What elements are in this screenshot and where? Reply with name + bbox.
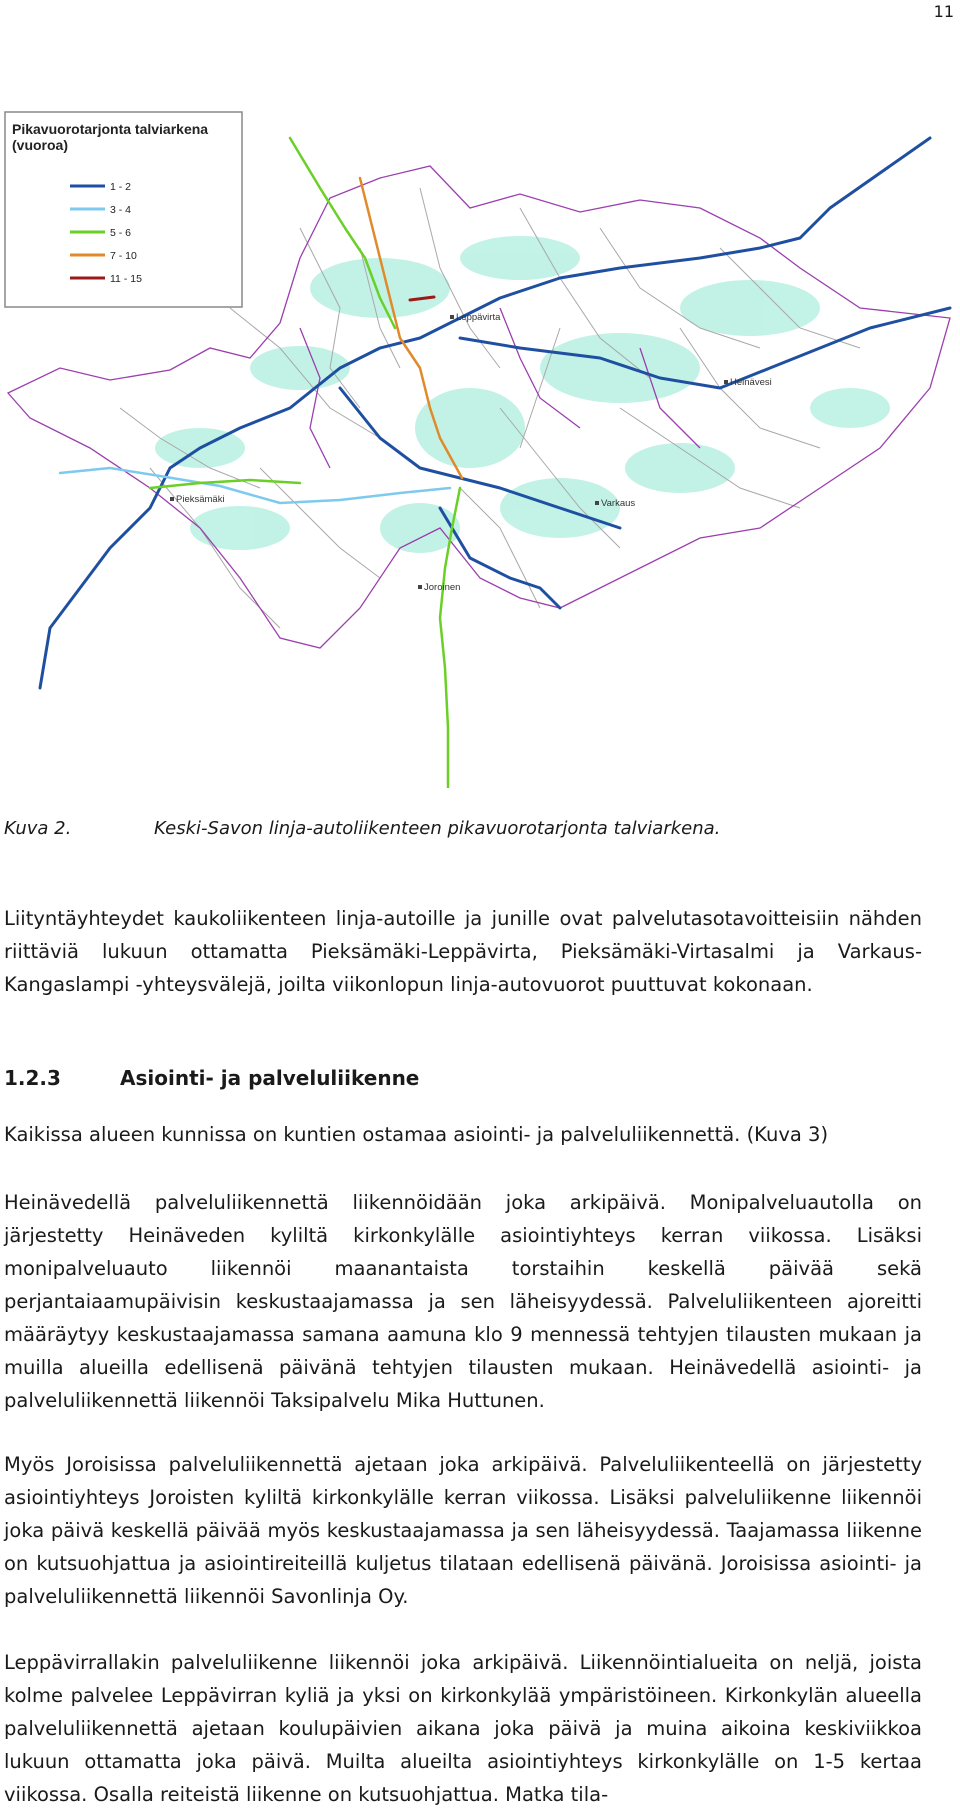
legend-label-7-10: 7 - 10 [110,250,137,262]
legend-title-line1: Pikavuorotarjonta talviarkena [12,121,209,137]
place-label-joroinen: Joroinen [424,582,461,593]
page-number: 11 [933,2,954,21]
section-number: 1.2.3 [4,1066,61,1090]
legend-label-11-15: 11 - 15 [110,273,142,285]
section-heading [4,1066,419,1090]
paragraph-3: Heinävedellä palveluliikennettä liikennöidään joka arkipäivä. Monipalveluautolla on järjestetty Heinäveden kyliltä kirkonkylälle asiointiyhteys kerran viikossa. Lisäksi monipalveluauto liikennöi maanantaista torstaihin keskellä päivää sekä perjantaiaamupäivisin keskustaajamassa ja sen läheisyydessä. Palveluliikenteen ajoreitti määräytyy keskustaajamassa samana aamuna klo 9 mennessä tehtyjen tilausten mukaan ja muilla alueilla edellisenä päivänä tehtyjen tilausten mukaan. Heinävedellä asiointi- ja palveluliikennettä liikennöi Taksipalvelu Mika Huttunen. [4,1191,922,1412]
caption-number: Kuva 2. [4,818,72,839]
paragraph-4: Myös Joroisissa palveluliikennettä ajetaan joka arkipäivä. Palveluliikenteellä on järjestetty asiointiyhteys Joroisten kyliltä kirkonkylälle kerran viikossa. Lisäksi palveluliikenne liikennöi joka päivä keskellä päivää myös keskustaajamassa ja sen läheisyydessä. Taajamassa liikenne on kutsuohjattua ja asiointireiteillä kuljetus tilataan edellisenä päivänä. Joroisissa asiointi- ja palveluliikennettä liikennöi Savonlinja Oy. [4,1453,922,1608]
map-figure [0,108,960,788]
place-label-varkaus: Varkaus [601,498,636,509]
lakes [155,236,890,553]
place-label-pieksamaki: Pieksämäki [176,494,225,505]
map-legend [5,112,242,307]
paragraph-2: Kaikissa alueen kunnissa on kuntien ostamaa asiointi- ja palveluliikennettä. (Kuva 3) [4,1123,829,1146]
legend-title-line2: (vuoroa) [12,137,68,153]
legend-label-1-2: 1 - 2 [110,181,132,193]
place-label-heinavesi: Heinävesi [730,377,772,388]
transit-map [0,108,960,788]
legend-label-3-4: 3 - 4 [110,204,132,216]
caption-text: Keski-Savon linja-autoliikenteen pikavuorotarjonta talviarkena. [154,818,721,839]
legend-label-5-6: 5 - 6 [110,227,132,239]
paragraph-5: Leppävirrallakin palveluliikenne liikennöi joka arkipäivä. Liikennöintialueita on neljä, joista kolme palvelee Leppävirran kyliä ja yksi on kirkonkylää ympäristöineen. Kirkonkylän alueella palveluliikennettä ajetaan koulupäivien aikana joka päivä ja muina aikoina keskiviikkoa lukuun ottamatta joka päivä. Muilta alueilta asiointiyhteys kirkonkylälle on 1-5 kertaa viikossa. Osalla reiteistä liikenne on kutsuohjattua. Matka tila- [4,1651,922,1806]
place-label-leppavirta: Leppävirta [456,312,501,323]
figure-caption [4,818,720,839]
paragraph-1: Liityntäyhteydet kaukoliikenteen linja-autoille ja junille ovat palvelutasotavoitteisiin nähden riittäviä lukuun ottamatta Pieksämäki-Leppävirta, Pieksämäki-Virtasalmi ja Varkaus-Kangaslampi -yhteysvälejä, joilta viikonlopun linja-autovuorot puuttuvat kokonaan. [4,907,922,996]
section-title: Asiointi- ja palveluliikenne [120,1066,420,1090]
